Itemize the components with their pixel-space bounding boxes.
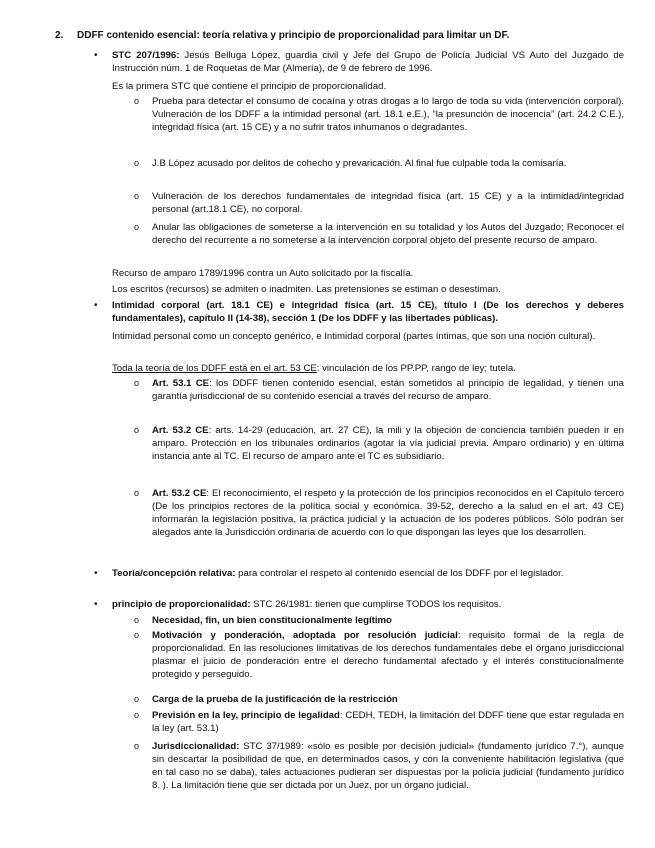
bullet-marker: • (94, 568, 98, 579)
sub-bullet-marker: o (134, 694, 140, 704)
bullet-intimidad-corporal: Intimidad corporal (art. 18.1 CE) e integridad física (art. 15 CE), título I (De los derechos y deberes fundamentales), capítulo II (14-38), sección 1 (De los DDFF y las libertades públicas). (112, 300, 624, 325)
bullet-note: Toda la teoría de los DDFF está en el art. 53 CE: vinculación de los PP.PP, rango de ley; tutela. (112, 363, 516, 374)
bullet-proporcionalidad: principio de proporcionalidad: STC 26/1981: tienen que cumplirse TODOS los requisitos. (112, 599, 502, 610)
sub-bullet-marker: o (134, 158, 140, 168)
bullet-marker: • (94, 300, 98, 311)
sub-item: Anular las obligaciones de someterse a la intervención en su totalidad y los Autos del Juzgado; Reconocer el derecho del recurrente a no someterse a la intervención corporal objeto del presente recurso de amparo. (152, 222, 624, 247)
sub-bullet-marker: o (134, 710, 140, 720)
bullet-note: Los escritos (recursos) se admiten o inadmiten. Las pretensiones se estiman o desestiman. (112, 284, 501, 295)
sub-item: Vulneración de los derechos fundamentales de integridad física (art. 15 CE) y a la intimidad/integridad personal (art.18.1 CE), no corporal. (152, 191, 624, 216)
bullet-marker: • (94, 50, 98, 61)
sub-bullet-marker: o (134, 488, 140, 498)
sub-item: Art. 53.1 CE: los DDFF tienen contenido esencial, están sometidos al principio de legalidad, y tienen una garantía jurisdiccional de su contenido esencial a través del recurso de amparo. (152, 378, 624, 403)
sub-item: Art. 53.2 CE: arts. 14-29 (educación, art. 27 CE), la mili y la objeción de conciencia también pueden ir en amparo. Protección en los tribunales ordinarios (agotar la vía judicial previa. Amparo ordinario) y en última instancia ante al TC. El recurso de amparo ante el TC es subsidiario. (152, 425, 624, 463)
underlined-lead: Toda la teoría de los DDFF está en el art. 53 CE (112, 363, 317, 374)
bullet-note: Intimidad personal como un concepto genérico, e Intimidad corporal (partes íntimas, que son una noción cultural). (112, 331, 596, 342)
sub-bullet-marker: o (134, 378, 140, 388)
sub-bullet-marker: o (134, 741, 140, 751)
sub-bullet-marker: o (134, 630, 140, 640)
sub-item: Previsión en la ley, principio de legalidad: CEDH, TEDH, la limitación del DDFF tiene que estar regulada en la ley (art. 53.1) (152, 710, 624, 735)
bullet-title: STC 207/1996: (112, 50, 180, 61)
sub-item: J.B López acusado por delitos de cohecho y prevaricación. Al final fue culpable toda la comisaría. (152, 158, 567, 169)
sub-bullet-marker: o (134, 96, 140, 106)
bullet-stc-207-1996: STC 207/1996: Jesús Belluga López, guardia civil y Jefe del Grupo de Policía Judicial VS Auto del Juzgado de Instrucción núm. 1 de Roquetas de Mar (Almería), de 9 de febrero de 1996. (112, 50, 624, 75)
heading-number: 2. (55, 30, 64, 41)
bullet-marker: • (94, 599, 98, 610)
sub-item: Carga de la prueba de la justificación de la restricción (152, 694, 398, 705)
bullet-teoria-relativa: Teoría/concepción relativa: para controlar el respeto al contenido esencial de los DDFF por el legislador. (112, 568, 564, 579)
sub-bullet-marker: o (134, 222, 140, 232)
bullet-note: Recurso de amparo 1789/1996 contra un Auto solicitado por la fiscalía. (112, 268, 414, 279)
sub-item: Jurisdiccionalidad: STC 37/1989: «sólo es posible por decisión judicial» (fundamento jurídico 7.°), aunque sin descartar la posibilidad de que, en determinados casos, y con la conveniente habilitación legislativa (que en tal caso no se daba), tales actuaciones pudieran ser dispuestas por la policía judicial (fundamento jurídico 8. ). La limitación tiene que ser dictada por un Juez, por un órgano judicial. (152, 741, 624, 792)
section-heading (55, 29, 625, 42)
sub-item: Necesidad, fin, un bien constitucionalmente legítimo (152, 615, 392, 626)
sub-item: Art. 53.2 CE: El reconocimiento, el respeto y la protección de los principios reconocidos en el Capítulo tercero (De los principios rectores de la política social y económica. 39-52, derecho a la salud en el art. 43 CE) informarán la legislación positiva, la práctica judicial y la actuación de los poderes públicos. Sólo podrán ser alegados ante la Jurisdicción ordinaria de acuerdo con lo que dispongan las leyes que los desarrollen. (152, 488, 624, 539)
sub-bullet-marker: o (134, 615, 140, 625)
sub-item: Motivación y ponderación, adoptada por resolución judicial: requisito formal de la regla de proporcionalidad. En las resoluciones limitativas de los derechos fundamentales debe el órgano jurisdiccional plasmar el juicio de ponderación entre el derecho fundamental afectado y el interés constitucionalmente protegido y perseguido. (152, 630, 625, 681)
sub-item: Prueba para detectar el consumo de cocaína y otras drogas a lo largo de toda su vida (intervención corporal). Vulneración de los DDFF a la intimidad personal (art. 18.1 e.E.), “la presunción de inocencia” (art. 24.2 C.E.), integridad física (art. 15 CE) y a no sufrir tratos inhumanos o degradantes. (152, 96, 624, 134)
bullet-note: Es la primera STC que contiene el principio de proporcionalidad. (112, 81, 387, 92)
sub-bullet-marker: o (134, 425, 140, 435)
heading-text: DDFF contenido esencial: teoría relativa y principio de proporcionalidad para limitar un DF. (77, 30, 510, 41)
sub-bullet-marker: o (134, 191, 140, 201)
